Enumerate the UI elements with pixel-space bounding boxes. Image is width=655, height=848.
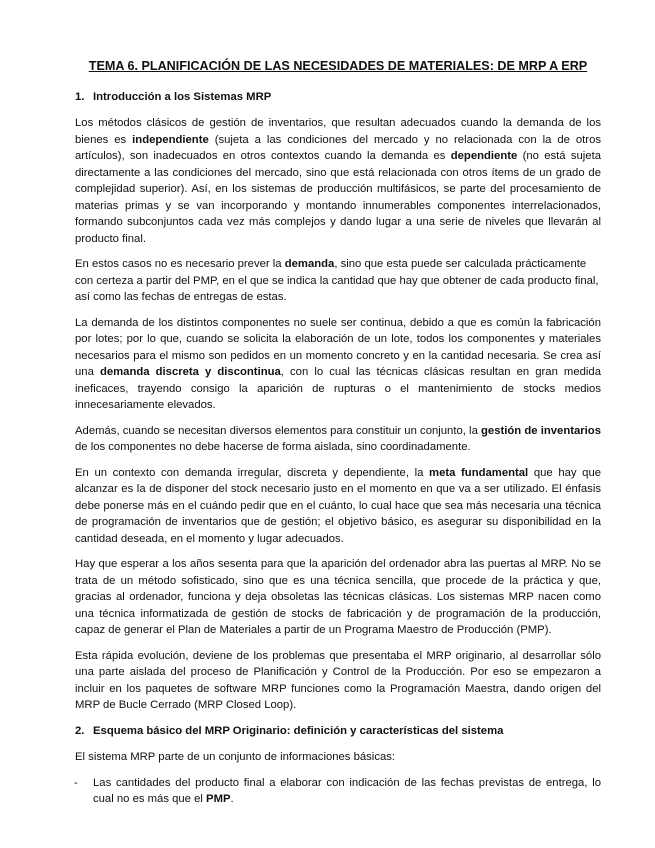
paragraph-7: Esta rápida evolución, deviene de los problemas que presentaba el MRP originario, al desarrollar sólo una parte aislada del proceso de Planificación y Control de la Producción. Por eso se empezaron a incluir en los paquetes de software MRP funciones como la Programación Maestra, dando origen del MRP de Bucle Cerrado (MRP Closed Loop). xyxy=(75,649,601,711)
paragraph-3-text-b: , con lo cual las técnicas clásicas resultan en gran medida ineficaces, trayendo consigo la aparición de rupturas o el mantenimiento de stocks medios innecesariamente elevados. xyxy=(75,366,601,411)
paragraph-4-text-a: Además, cuando se necesitan diversos elementos para constituir un conjunto, la xyxy=(75,424,482,437)
section-2-heading-text: Esquema básico del MRP Originario: definición y características del sistema xyxy=(93,724,504,737)
document-title: TEMA 6. PLANIFICACIÓN DE LAS NECESIDADES DE MATERIALES: DE MRP A ERP xyxy=(88,59,588,73)
paragraph-5 xyxy=(75,465,601,548)
section-1-number: 1. xyxy=(75,90,85,103)
paragraph-1-text-b: (sujeta a las condiciones del mercado y no relacionada con la de otros artículos), son inadecuados en otros contextos cuando la demanda es xyxy=(75,133,602,162)
paragraph-5-text-b: que hay que alcanzar es la de disponer del stock necesario justo en el momento en que va a ser utilizado. El énfasis debe ponerse más en el cuándo pedir que en el cuánto, lo cual hace que sea más necesaria una técnica de programación de inventarios que de gestión; el objetivo básico, es asegurar su disponibilidad en la cantidad deseada, en el momento y lugar adecuados. xyxy=(75,466,602,545)
paragraph-2-text-b: , sino que esta puede ser calculada prácticamente con certeza a partir del PMP, en el que se indica la cantidad que hay que obtener de cada producto final, así como las fechas de entregas de estas. xyxy=(75,258,599,303)
section-1-heading-text: Introducción a los Sistemas MRP xyxy=(93,90,272,103)
paragraph-5-bold-a: meta fundamental xyxy=(429,466,529,479)
paragraph-3 xyxy=(75,315,601,414)
paragraph-4 xyxy=(75,423,601,456)
paragraph-4-text-b: de los componentes no debe hacerse de forma aislada, sino coordinadamente. xyxy=(75,441,471,453)
paragraph-1-bold-a: independiente xyxy=(132,133,209,146)
paragraph-3-bold-a: demanda discreta y discontinua xyxy=(99,366,281,378)
paragraph-1 xyxy=(75,115,601,247)
paragraph-1-text-a: Los métodos clásicos de gestión de inventarios, que resultan adecuados cuando la demanda de los bienes es xyxy=(75,117,601,146)
list-item-text-a: Las cantidades del producto final a elaborar con indicación de las fechas previstas de entrega, lo cual no es más que el xyxy=(93,776,601,805)
paragraph-4-bold-a: gestión de inventarios xyxy=(481,424,601,437)
paragraph-2 xyxy=(75,256,601,306)
list-item-text-b: . xyxy=(230,793,234,805)
section-2-number: 2. xyxy=(75,724,85,737)
paragraph-5-text-a: En un contexto con demanda irregular, discreta y dependiente, la xyxy=(75,466,430,479)
paragraph-1-bold-b: dependiente xyxy=(450,150,518,162)
paragraph-2-bold-a: demanda xyxy=(284,258,335,270)
paragraph-2-text-a: En estos casos no es necesario prever la xyxy=(75,258,285,270)
paragraph-1-text-c: (no está sujeta directamente a las condiciones del mercado, sino que está relacionada con otros ítems de un grado de complejidad superior). Así, en los sistemas de producción multifásicos, se parte del procesamiento de materias primas y se van incorporando y montando innumerables componentes interrelacionados, formando subconjuntos cada vez más complejos y dando lugar a una serie de niveles que llevarán al producto final. xyxy=(75,150,601,245)
list-item xyxy=(75,775,601,808)
paragraph-3-text-a: La demanda de los distintos componentes no suele ser continua, debido a que es común la fabricación por lotes; por lo que, cuando se solicita la elaboración de un lote, todos los componentes y materiales necesarios para el mismo son pedidos en un momento concreto y en la cantidad necesaria. Se crea así una xyxy=(75,316,601,378)
paragraph-6: Hay que esperar a los años sesenta para que la aparición del ordenador abra las puertas al MRP. No se trata de un método sofisticado, sino que es una técnica sencilla, que procede de la práctica y que, gracias al ordenador, funciona y deja obsoletas las técnicas clásicas. Los sistemas MRP nacen como una técnica informatizada de gestión de stocks de fabricación y de programación de la producción, capaz de generar el Plan de Materiales a partir de un Programa Maestro de Producción (PMP). xyxy=(75,558,601,636)
section-2-heading xyxy=(75,723,601,740)
section-2-bullet-list xyxy=(75,775,601,808)
dash-bullet-mark: - xyxy=(74,776,78,789)
section-2-intro: El sistema MRP parte de un conjunto de informaciones básicas: xyxy=(75,751,396,763)
list-item-bold-a: PMP xyxy=(206,793,231,805)
section-1-heading xyxy=(75,89,601,106)
